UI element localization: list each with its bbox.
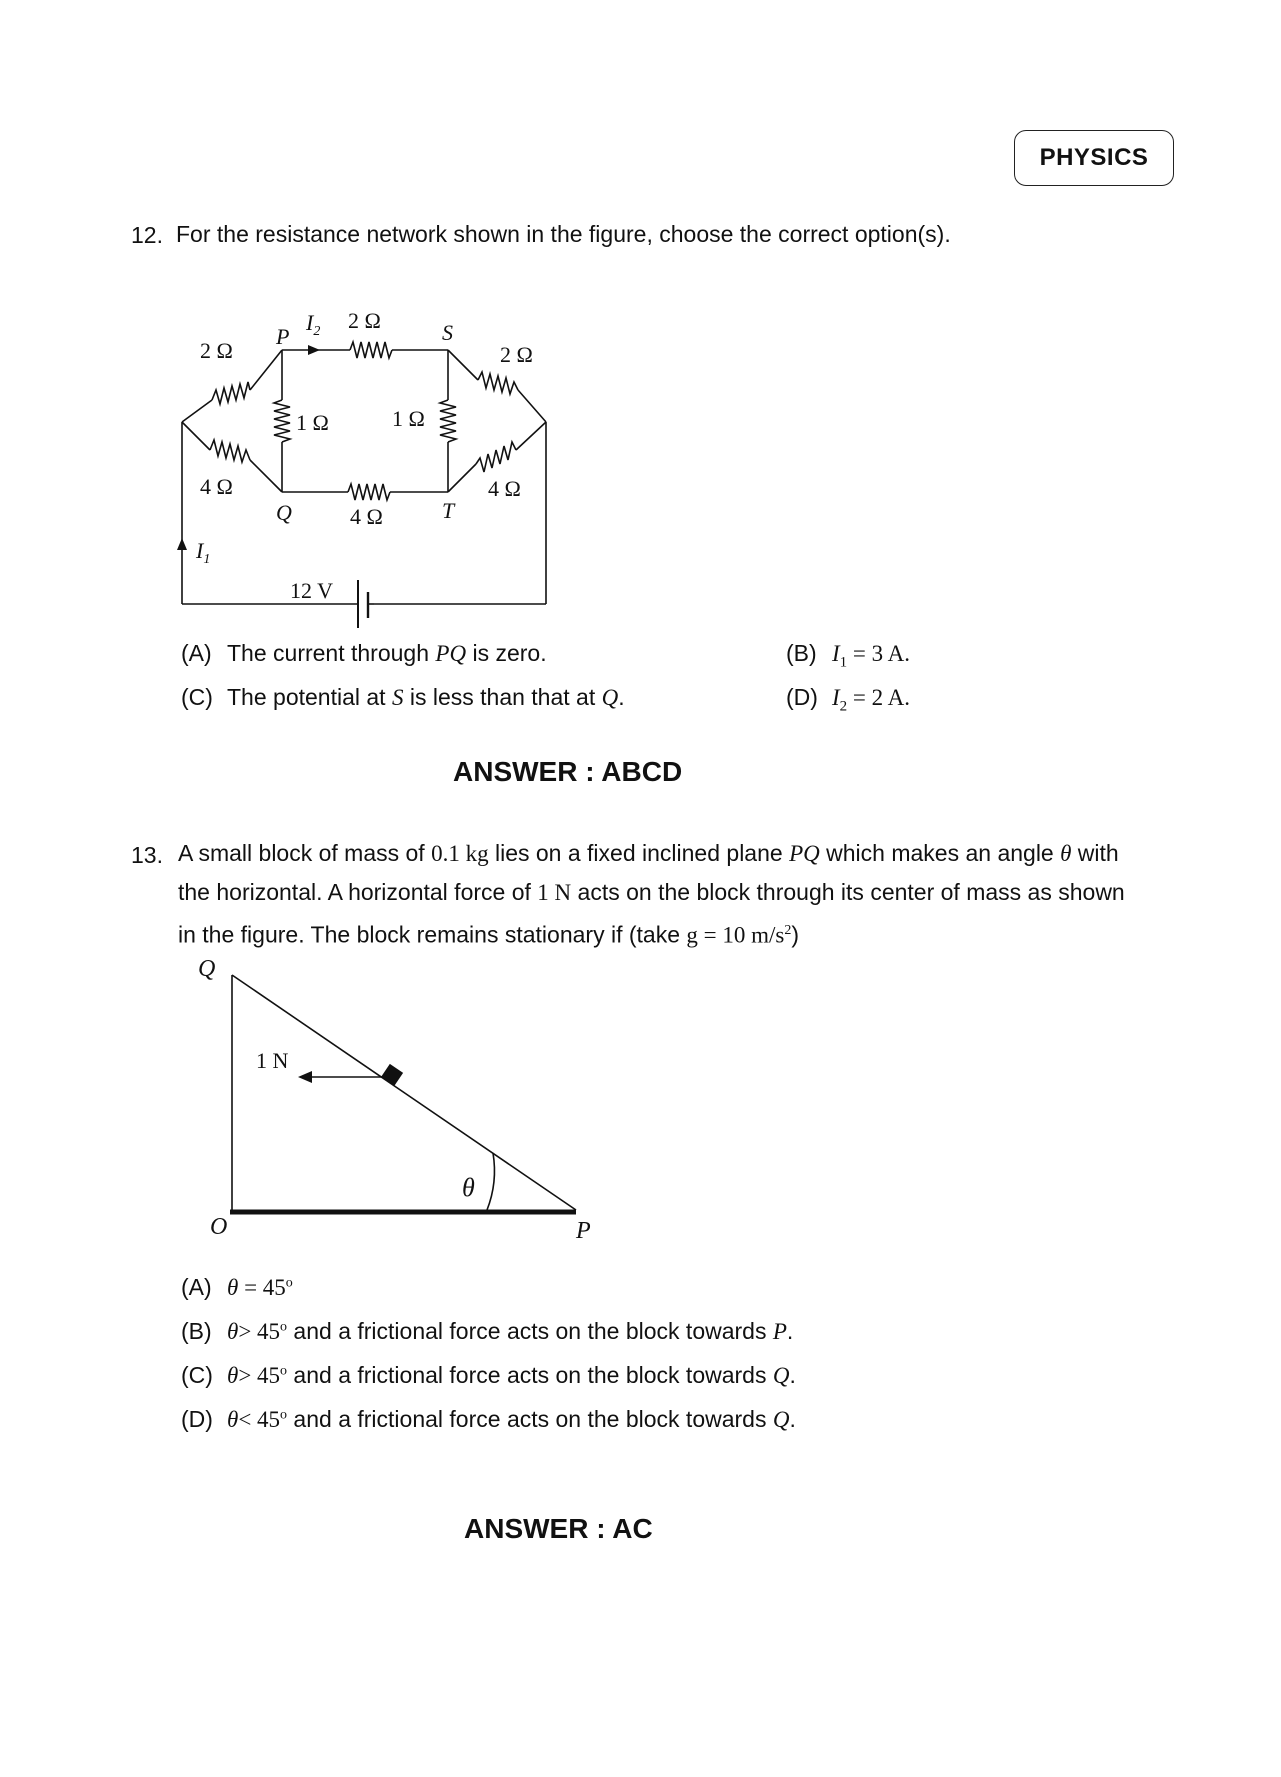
label-4ohm-left: 4 Ω [200,474,233,499]
label-battery: 12 V [290,578,333,603]
q13-option-d-deg: o [280,1407,288,1423]
q13-option-d-text: and a frictional force acts on the block towards [287,1406,773,1432]
q13-incline-figure [180,950,610,1250]
label-2ohm-right: 2 Ω [500,342,533,367]
q13-option-c-rel: > 45 [238,1363,281,1388]
q12-option-a-text-2: is zero. [466,640,547,666]
q13-force: 1 N [537,880,572,905]
label-I2: I [306,310,314,335]
label-P: P [576,1218,591,1244]
q13-option-c-theta: θ [227,1363,239,1388]
q13-option-b-deg: o [280,1319,288,1335]
q12-option-a-label: (A) [181,640,212,666]
q13-option-d-label: (D) [181,1406,213,1432]
q13-option-c-label: (C) [181,1362,213,1388]
label-1ohm-left: 1 Ω [296,410,329,435]
q12-text: For the resistance network shown in the figure, choose the correct option(s). [176,221,951,247]
q13-option-b-rel: > 45 [238,1319,281,1344]
label-Q: Q [198,956,216,982]
q13-option-c-period: . [789,1362,796,1388]
label-Q: Q [276,500,292,525]
q13-mass: 0.1 kg [431,841,489,866]
label-I2-sub: 2 [313,324,321,339]
label-1ohm-right: 1 Ω [392,406,425,431]
q13-option-c-end: Q [772,1363,790,1388]
q12-option-d-var: I [832,685,840,710]
q13-line3-a: in the figure. The block remains stationary if (take [178,921,687,948]
q13-option-b-text: and a frictional force acts on the block towards [287,1318,773,1344]
q13-option-a-label: (A) [181,1274,212,1300]
q13-line1-c: which makes an angle [819,840,1061,866]
q12-option-b-text: = 3 A. [847,641,910,666]
q13-option-a-rel: = 45 [238,1275,286,1300]
label-O: O [210,1214,228,1240]
q13-line2-b: acts on the block through its center of mass as shown [571,879,1125,905]
q13-g-sup: 2 [784,923,792,938]
q12-option-b-sub: 1 [839,654,848,671]
q12-option-b [786,640,910,672]
q13-number: 13. [131,842,163,868]
q12-option-d-text: = 2 A. [847,685,910,710]
q13-line3-b: ) [791,921,799,948]
q13-option-b-end: P [772,1319,787,1344]
label-P: P [276,324,290,349]
q13-option-a [181,1274,293,1301]
label-4ohm-right: 4 Ω [488,476,521,501]
q13-option-d-theta: θ [227,1407,239,1432]
q12-option-c-label: (C) [181,684,213,710]
q12-option-c-text-3: . [618,684,625,710]
label-force: 1 N [256,1048,289,1073]
q13-text [178,834,1218,955]
q13-answer: ANSWER : AC [464,1513,653,1544]
q13-option-d-period: . [789,1406,796,1432]
q12-number: 12. [131,222,163,248]
q13-option-d-rel: < 45 [238,1407,281,1432]
q13-plane-pq: PQ [789,841,820,866]
q12-option-c-text: The potential at [227,684,392,710]
label-2ohm-left: 2 Ω [200,338,233,363]
subject-badge: PHYSICS [1014,130,1174,186]
q12-answer: ANSWER : ABCD [453,756,683,787]
q12-option-a-text: The current through [227,640,436,666]
label-S: S [442,320,453,345]
q12-option-c-text-2: is less than that at [403,684,602,710]
svg-text:I2 [305,310,320,339]
q13-option-c [181,1362,796,1389]
q13-theta: θ [1060,841,1072,866]
q12-option-c-var-1: S [391,685,404,710]
q12-option-d-sub: 2 [839,698,848,715]
q13-option-c-deg: o [280,1363,288,1379]
q13-line1-d: with [1071,840,1119,866]
q12-option-d-label: (D) [786,684,818,710]
q13-option-b [181,1318,793,1345]
q13-option-b-theta: θ [227,1319,239,1344]
q13-line2-a: the horizontal. A horizontal force of [178,879,538,905]
q13-option-a-theta: θ [227,1275,239,1300]
q13-option-a-deg: o [285,1275,293,1291]
q13-line1-b: lies on a fixed inclined plane [488,840,790,866]
q13-option-b-label: (B) [181,1318,212,1344]
q12-option-a-var: PQ [435,641,467,666]
label-I1-sub: 1 [203,552,211,567]
q12-option-c [181,684,625,711]
label-T: T [442,498,455,523]
label-2ohm-top: 2 Ω [348,308,381,333]
q13-line1-a: A small block of mass of [178,840,432,866]
q13-option-b-period: . [786,1318,794,1344]
q12-option-c-var-2: Q [601,685,619,710]
q13-option-d [181,1406,796,1433]
svg-text:I1 [195,538,210,567]
q12-option-b-label: (B) [786,640,817,666]
label-4ohm-bottom: 4 Ω [350,504,383,529]
q12-option-b-var: I [832,641,840,666]
q13-g-value: g = 10 m/s [686,922,785,948]
q12-option-d [786,684,910,716]
label-I1: I [196,538,204,563]
q13-option-d-end: Q [772,1407,790,1432]
q13-option-c-text: and a frictional force acts on the block towards [287,1362,773,1388]
q12-circuit-figure [170,300,750,630]
q12-option-a [181,640,547,667]
label-theta: θ [462,1173,475,1202]
